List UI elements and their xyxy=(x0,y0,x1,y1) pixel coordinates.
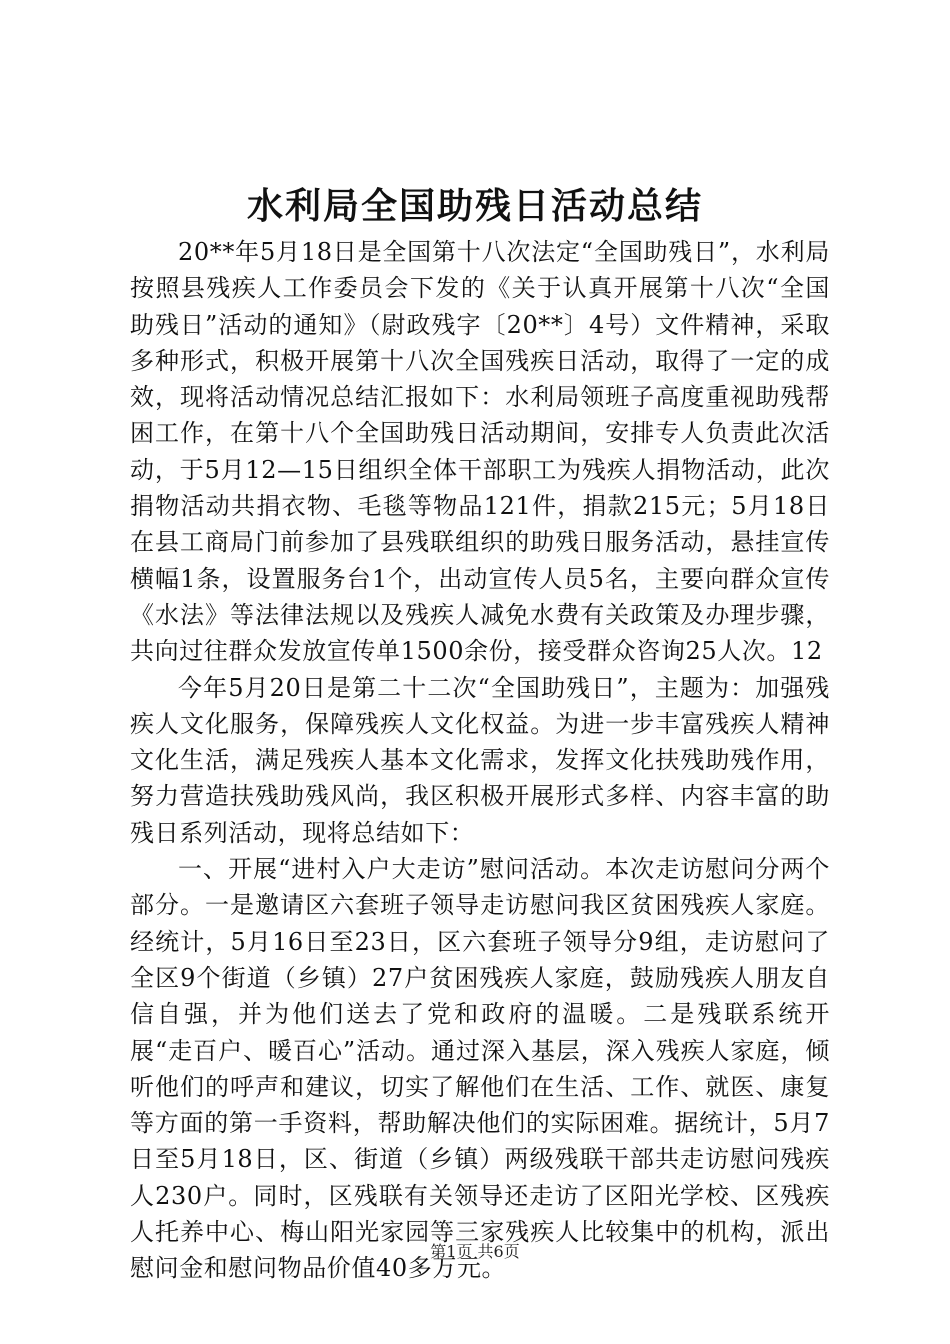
paragraph-3: 一、开展“进村入户大走访”慰问活动。本次走访慰问分两个部分。一是邀请区六套班子领导走访慰问我区贫困残疾人家庭。经统计，5月16日至23日，区六套班子领导分9组，走访慰问了全区9个街道（乡镇）27户贫困残疾人家庭，鼓励残疾人朋友自信自强，并为他们送去了党和政府的温暖。二是残联系统开展“走百户、暖百心”活动。通过深入基层，深入残疾人家庭，倾听他们的呼声和建议，切实了解他们在生活、工作、就医、康复等方面的第一手资料，帮助解决他们的实际困难。据统计，5月7日至5月18日，区、街道（乡镇）两级残联干部共走访慰问残疾人230户。同时，区残联有关领导还走访了区阳光学校、区残疾人托养中心、梅山阳光家园等三家残疾人比较集中的机构，派出慰问金和慰问物品价值40多万元。 xyxy=(130,855,830,1283)
page-number-footer: 第1页 共6页 xyxy=(430,1242,520,1261)
paragraph-1: 20**年5月18日是全国第十八次法定“全国助残日”，水利局按照县残疾人工作委员会下发的《关于认真开展第十八次“全国助残日”活动的通知》（尉政残字〔20**〕4号）文件精神，采取多种形式，积极开展第十八次全国残疾日活动，取得了一定的成效，现将活动情况总结汇报如下：水利局领班子高度重视助残帮困工作，在第十八个全国助残日活动期间，安排专人负责此次活动，于5月12—15日组织全体干部职工为残疾人捐物活动，此次捐物活动共捐衣物、毛毯等物品121件，捐款215元；5月18日在县工商局门前参加了县残联组织的助残日服务活动，悬挂宣传横幅1条，设置服务台1个，出动宣传人员5名，主要向群众宣传《水法》等法律法规以及残疾人减免水费有关政策及办理步骤，共向过往群众发放宣传单1500余份，接受群众咨询25人次。12 xyxy=(130,238,830,666)
paragraph-2: 今年5月20日是第二十二次“全国助残日”，主题为：加强残疾人文化服务，保障残疾人文化权益。为进一步丰富残疾人精神文化生活，满足残疾人基本文化需求，发挥文化扶残助残作用，努力营造扶残助残风尚，我区积极开展形式多样、内容丰富的助残日系列活动，现将总结如下： xyxy=(130,673,830,847)
document-body xyxy=(130,234,830,1287)
document-title: 水利局全国助残日活动总结 xyxy=(246,186,703,227)
